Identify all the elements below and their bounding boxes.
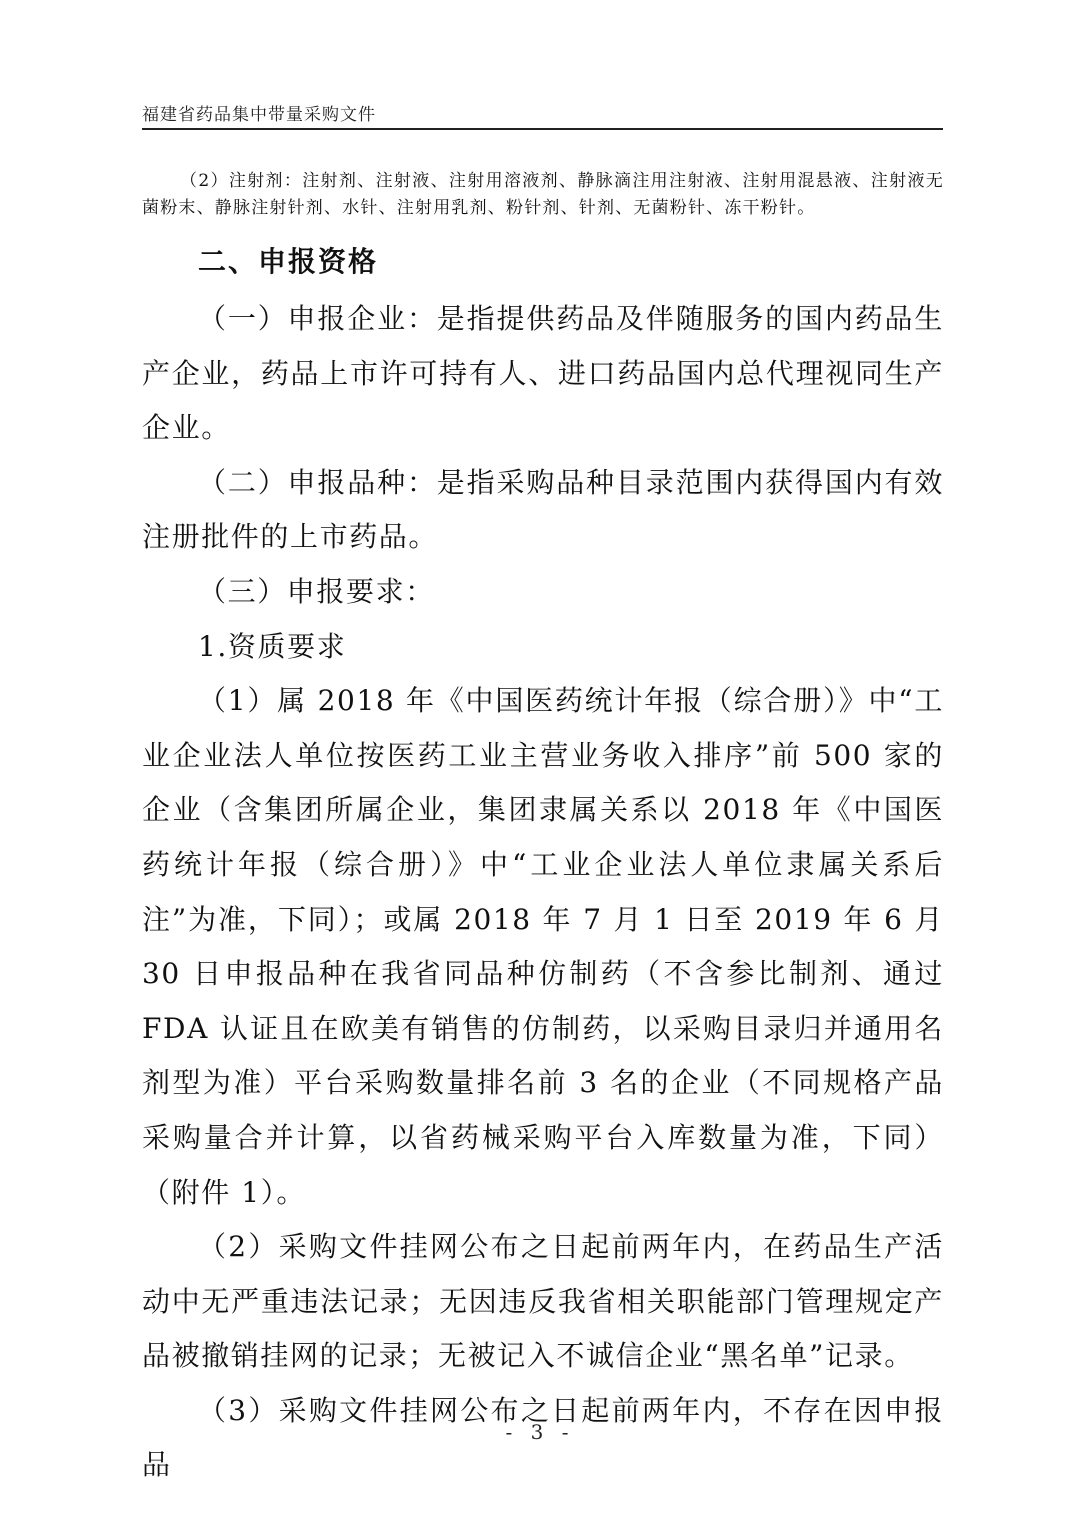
page-number: - 3 - (505, 1420, 575, 1444)
section-heading: 二、申报资格 (198, 245, 379, 278)
header-title: 福建省药品集中带量采购文件 (142, 105, 376, 125)
paragraph-qualification-2: （2）采购文件挂网公布之日起前两年内，在药品生产活动中无严重违法记录；无因违反我省相关职能部门管理规定产品被撤销挂网的记录；无被记入不诚信企业“黑名单”记录。 (142, 1230, 944, 1373)
document-body (142, 168, 944, 1493)
paragraph-requirements: （三）申报要求： (198, 574, 435, 608)
paragraph-qualification-3: （3）采购文件挂网公布之日起前两年内，不存在因申报品 (142, 1393, 944, 1482)
subheading-qualification: 1.资质要求 (198, 629, 347, 663)
paragraph-applicant-enterprise: （一）申报企业：是指提供药品及伴随服务的国内药品生产企业，药品上市许可持有人、进口药品国内总代理视同生产企业。 (142, 302, 944, 445)
paragraph-qualification-1: （1）属 2018 年《中国医药统计年报（综合册）》中“工业企业法人单位按医药工业主营业务收入排序”前 500 家的企业（含集团所属企业，集团隶属关系以 2018 年《中国医药统计年报（综合册）》中“工业企业法人单位隶属关系后注”为准，下同）；或属 2018 年 7 月 1 日至 2019 年 6 月 30 日申报品种在我省同品种仿制药（不含参比制剂、通过 FDA 认证且在欧美有销售的仿制药，以采购目录归并通用名剂型为准）平台采购数量排名前 3 名的企业（不同规格产品采购量合并计算，以省药械采购平台入库数量为准，下同）（附件 1）。 (142, 684, 944, 1209)
header-divider (142, 128, 943, 130)
injection-note: （2）注射剂：注射剂、注射液、注射用溶液剂、静脉滴注用注射液、注射用混悬液、注射液无菌粉末、静脉注射针剂、水针、注射用乳剂、粉针剂、针剂、无菌粉针、冻干粉针。 (142, 171, 944, 218)
paragraph-applicant-variety: （二）申报品种：是指采购品种目录范围内获得国内有效注册批件的上市药品。 (142, 465, 944, 554)
